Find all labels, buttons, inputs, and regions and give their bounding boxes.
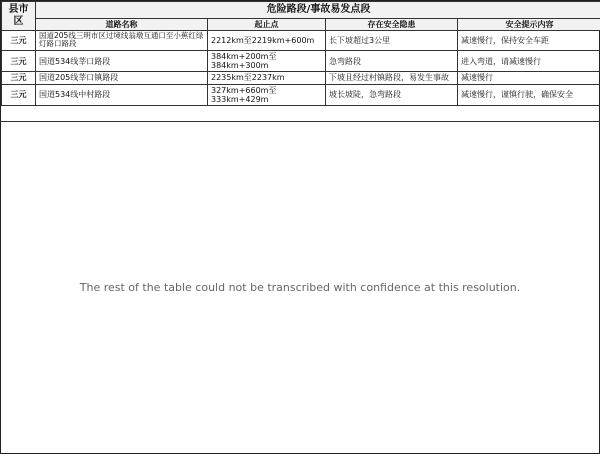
safety-tip-cell: 减速慢行 — [458, 72, 600, 84]
issue-cell: 坡长坡陡，急弯路段 — [326, 84, 458, 105]
county-cell: 三元 — [2, 84, 36, 105]
issue-header: 存在安全隐患 — [326, 18, 458, 30]
road-name-header: 道路名称 — [36, 18, 208, 30]
column-header-row — [2, 18, 600, 30]
safety-tip-cell: 进入弯道，请减速慢行 — [458, 50, 600, 71]
table-main-title: 危险路段/事故易发点段 — [36, 2, 600, 19]
road-name-cell: 国道205线莘口镇路段 — [36, 72, 208, 84]
county-cell: 三元 — [2, 50, 36, 71]
road-name-cell: 国道534线莘口路段 — [36, 50, 208, 71]
table-row — [2, 84, 600, 105]
issue-cell: 下坡且经过村镇路段，易发生事故 — [326, 72, 458, 84]
untranscribed-rows-note: The rest of the table could not be transcribed with confidence at this resolution. — [1, 121, 599, 453]
road-name-cell: 国道205线三明市区过境线翁墩互通口至小蕉红绿灯路口路段 — [36, 30, 208, 50]
table-row — [2, 50, 600, 71]
range-cell: 2235km至2237km — [208, 72, 326, 84]
road-name-cell: 国道534线中村路段 — [36, 84, 208, 105]
county-cell: 三元 — [2, 72, 36, 84]
range-cell: 384km+200m至384km+300m — [208, 50, 326, 71]
issue-cell: 急弯路段 — [326, 50, 458, 71]
table-row — [2, 30, 600, 50]
table-title-row — [2, 2, 600, 19]
range-header: 起止点 — [208, 18, 326, 30]
issue-cell: 长下坡超过3公里 — [326, 30, 458, 50]
safety-tip-header: 安全提示内容 — [458, 18, 600, 30]
table-row — [2, 72, 600, 84]
range-cell: 327km+660m至333km+429m — [208, 84, 326, 105]
safety-tip-cell: 减速慢行，谨慎行驶，确保安全 — [458, 84, 600, 105]
safety-tip-cell: 减速慢行，保持安全车距 — [458, 30, 600, 50]
hazard-road-table — [1, 1, 600, 106]
range-cell: 2212km至2219km+600m — [208, 30, 326, 50]
county-column-header: 县市区 — [2, 2, 36, 31]
county-cell: 三元 — [2, 30, 36, 50]
